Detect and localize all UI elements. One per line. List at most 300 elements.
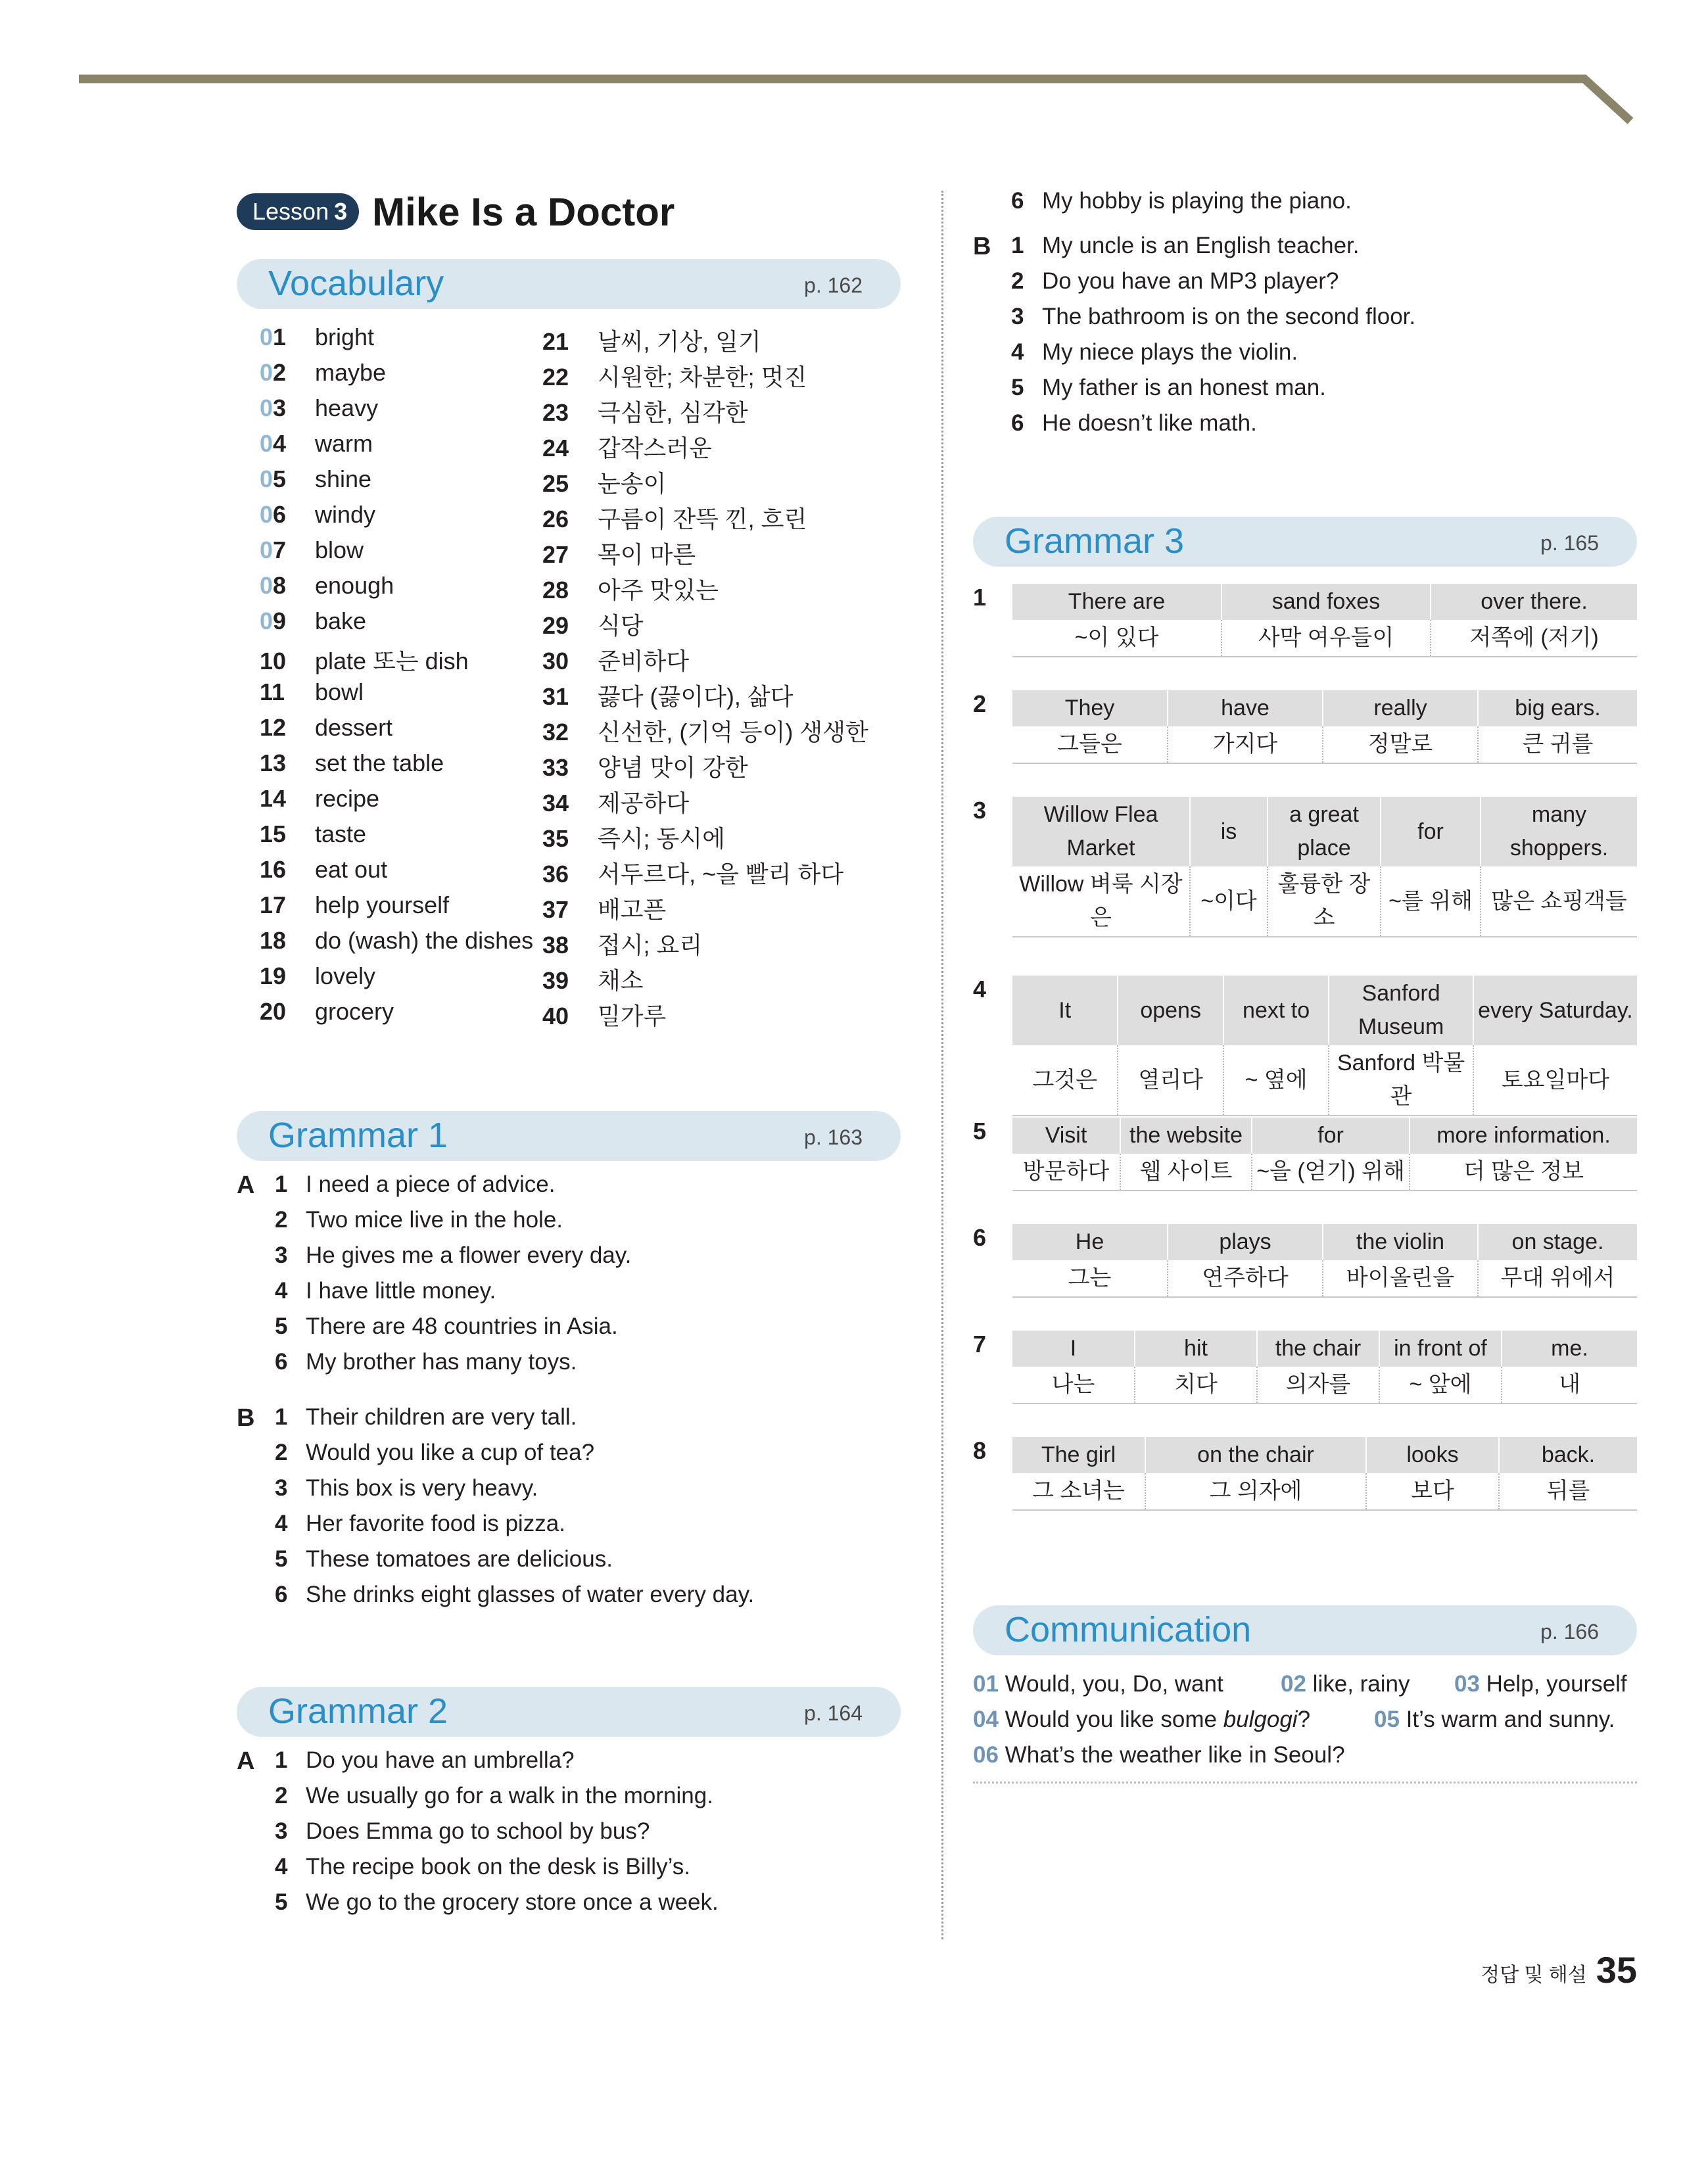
lesson-badge-number: 3 bbox=[334, 198, 348, 225]
grammar3-korean-cell: ~ 앞에 bbox=[1379, 1367, 1502, 1404]
answer-number: 3 bbox=[1011, 304, 1024, 329]
grammar3-korean-cell: 큰 귀를 bbox=[1478, 726, 1637, 763]
grammar3-english-cell: I bbox=[1012, 1331, 1135, 1367]
vocab-row bbox=[542, 643, 689, 678]
vocab-word: 제공하다 bbox=[598, 790, 690, 816]
answer-row bbox=[237, 1349, 901, 1384]
vocab-word: plate 또는 dish bbox=[315, 648, 469, 674]
vocab-row bbox=[260, 501, 375, 536]
answer-text: Would you like a cup of tea? bbox=[306, 1440, 595, 1465]
answer-row bbox=[237, 1207, 901, 1242]
vocab-row bbox=[260, 891, 449, 927]
grammar3-korean-cell: 웹 사이트 bbox=[1120, 1154, 1252, 1191]
answer-group-letter: A bbox=[237, 1747, 255, 1775]
vocab-number-zero: 0 bbox=[260, 323, 273, 350]
answer-text: My niece plays the violin. bbox=[1042, 339, 1298, 365]
footer-label: 정답 및 해설 bbox=[1481, 1964, 1587, 1986]
vocab-row bbox=[542, 820, 725, 856]
vocab-number bbox=[260, 714, 315, 742]
grammar3-korean-cell: 치다 bbox=[1135, 1367, 1257, 1404]
grammar3-korean-cell: 정말로 bbox=[1323, 726, 1478, 763]
grammar3-table bbox=[1012, 1437, 1637, 1511]
vocab-number-digit: 10 bbox=[260, 648, 287, 674]
grammar3-english-cell: me. bbox=[1502, 1331, 1637, 1367]
grammar3-korean-row bbox=[1012, 1260, 1637, 1297]
header-rule bbox=[0, 0, 1708, 145]
answer-text: My hobby is playing the piano. bbox=[1042, 188, 1352, 214]
grammar3-korean-cell: 그 의자에 bbox=[1145, 1473, 1366, 1510]
vocab-number-zero: 0 bbox=[260, 536, 273, 563]
vocab-number: 40 bbox=[542, 1003, 569, 1029]
vocab-number bbox=[260, 572, 315, 600]
grammar3-table bbox=[1012, 976, 1637, 1116]
vocab-number bbox=[260, 501, 315, 529]
answer-number: 3 bbox=[275, 1475, 288, 1501]
grammar3-english-cell: plays bbox=[1168, 1224, 1323, 1260]
vocab-number-zero: 0 bbox=[260, 394, 273, 421]
section-page-ref: p. 163 bbox=[804, 1125, 863, 1149]
vocab-number-digit: 11 bbox=[260, 678, 285, 705]
vocab-word: grocery bbox=[315, 998, 394, 1025]
grammar3-english-cell: the website bbox=[1120, 1118, 1252, 1154]
answer-text: The recipe book on the desk is Billy’s. bbox=[306, 1854, 690, 1879]
grammar3-korean-cell: 사막 여우들이 bbox=[1222, 620, 1431, 657]
grammar3-english-cell: the violin bbox=[1323, 1224, 1478, 1260]
vocab-row bbox=[260, 927, 533, 962]
answer-row bbox=[237, 1818, 901, 1854]
vocab-row bbox=[260, 749, 444, 785]
answer-text: This box is very heavy. bbox=[306, 1475, 538, 1501]
vocab-number bbox=[260, 998, 315, 1026]
vocab-number bbox=[260, 323, 315, 351]
grammar3-english-cell: next to bbox=[1223, 976, 1329, 1045]
grammar3-english-cell: have bbox=[1168, 690, 1323, 726]
answer-text: He doesn’t like math. bbox=[1042, 410, 1257, 436]
vocab-word: warm bbox=[315, 430, 373, 457]
answer-text: He gives me a flower every day. bbox=[306, 1242, 632, 1268]
vocab-row bbox=[260, 820, 366, 856]
answer-number: 1 bbox=[275, 1404, 288, 1430]
vocab-row bbox=[260, 962, 375, 998]
grammar3-korean-cell: 무대 위에서 bbox=[1478, 1260, 1637, 1297]
comm-answer-03: 03 Help, yourself bbox=[1454, 1671, 1627, 1697]
vocab-word: eat out bbox=[315, 856, 388, 883]
vocab-number: 21 bbox=[542, 328, 569, 355]
vocab-number bbox=[260, 430, 315, 458]
grammar3-english-cell: It bbox=[1012, 976, 1118, 1045]
vocab-word: recipe bbox=[315, 785, 380, 812]
vocab-number: 24 bbox=[542, 435, 569, 461]
vocab-word: 구름이 잔뜩 낀, 흐린 bbox=[598, 506, 807, 532]
grammar3-korean-cell: 나는 bbox=[1012, 1367, 1135, 1404]
answer-number: 3 bbox=[275, 1242, 288, 1268]
comm-divider bbox=[973, 1782, 1637, 1784]
vocab-row bbox=[260, 572, 394, 607]
vocab-row bbox=[260, 359, 386, 394]
answer-number: 6 bbox=[275, 1582, 288, 1607]
answer-text: Her favorite food is pizza. bbox=[306, 1511, 565, 1536]
grammar3-english-cell: on stage. bbox=[1478, 1224, 1637, 1260]
answer-row bbox=[973, 339, 1637, 375]
grammar3-table bbox=[1012, 797, 1637, 937]
vocab-row bbox=[542, 678, 793, 714]
grammar3-english-row bbox=[1012, 1437, 1637, 1473]
grammar3-question-number: 7 bbox=[973, 1331, 987, 1358]
vocab-row bbox=[260, 430, 373, 465]
vocab-number-digit: 15 bbox=[260, 820, 287, 847]
answer-row bbox=[237, 1747, 901, 1783]
vocab-word: shine bbox=[315, 465, 372, 492]
vocab-word: 접시; 요리 bbox=[598, 932, 703, 958]
vocab-number-digit: 6 bbox=[273, 501, 287, 528]
section-header-grammar1 bbox=[237, 1111, 901, 1161]
grammar3-korean-cell: 저쪽에 (저기) bbox=[1431, 620, 1637, 657]
grammar3-korean-cell: 뒤를 bbox=[1499, 1473, 1637, 1510]
vocab-word: dessert bbox=[315, 714, 393, 741]
grammar3-table bbox=[1012, 1118, 1637, 1191]
answer-number: 6 bbox=[1011, 410, 1024, 436]
grammar3-english-row bbox=[1012, 1331, 1637, 1367]
answer-text: These tomatoes are delicious. bbox=[306, 1546, 613, 1572]
vocab-row bbox=[260, 998, 394, 1033]
vocab-number bbox=[260, 785, 315, 813]
grammar3-english-cell: for bbox=[1252, 1118, 1410, 1154]
vocab-number bbox=[260, 891, 315, 919]
grammar3-question-number: 8 bbox=[973, 1437, 987, 1464]
answer-number: 4 bbox=[275, 1511, 288, 1536]
vocab-row bbox=[542, 998, 666, 1033]
vocab-row bbox=[542, 572, 719, 607]
answer-row bbox=[237, 1242, 901, 1278]
grammar3-english-row bbox=[1012, 1118, 1637, 1154]
vocab-word: 눈송이 bbox=[598, 470, 667, 497]
answer-text: She drinks eight glasses of water every day. bbox=[306, 1582, 755, 1607]
vocab-number-digit: 5 bbox=[273, 465, 287, 492]
vocab-row bbox=[260, 856, 387, 891]
grammar3-english-row bbox=[1012, 1224, 1637, 1260]
section-page-ref: p. 165 bbox=[1540, 531, 1599, 555]
answer-group-letter: B bbox=[237, 1404, 255, 1432]
vocab-row bbox=[542, 749, 748, 785]
vocab-number: 28 bbox=[542, 577, 569, 603]
vocab-number bbox=[260, 856, 315, 884]
grammar3-english-row bbox=[1012, 976, 1637, 1045]
vocab-number-digit: 8 bbox=[273, 572, 287, 599]
answer-number: 5 bbox=[275, 1889, 288, 1915]
grammar3-english-cell: over there. bbox=[1431, 584, 1637, 620]
grammar3-korean-cell: 그들은 bbox=[1012, 726, 1168, 763]
answer-row bbox=[237, 1440, 901, 1475]
vocab-word: blow bbox=[315, 536, 364, 563]
grammar3-table bbox=[1012, 690, 1637, 764]
vocab-number-zero: 0 bbox=[260, 359, 273, 386]
answer-row bbox=[237, 1278, 901, 1313]
grammar3-korean-cell: ~을 (얻기) 위해 bbox=[1252, 1154, 1410, 1191]
grammar3-english-cell: sand foxes bbox=[1222, 584, 1431, 620]
grammar3-korean-cell: ~이 있다 bbox=[1012, 620, 1222, 657]
vocab-number bbox=[260, 607, 315, 635]
grammar3-english-cell: really bbox=[1323, 690, 1478, 726]
section-header-vocabulary bbox=[237, 259, 901, 309]
vocab-number: 35 bbox=[542, 825, 569, 852]
answer-text: The bathroom is on the second floor. bbox=[1042, 304, 1416, 329]
vocab-number: 38 bbox=[542, 932, 569, 958]
grammar3-korean-row bbox=[1012, 726, 1637, 763]
grammar3-korean-cell: 보다 bbox=[1366, 1473, 1499, 1510]
section-header-grammar2 bbox=[237, 1687, 901, 1737]
answer-text: My brother has many toys. bbox=[306, 1349, 577, 1375]
vocab-word: 시원한; 차분한; 멋진 bbox=[598, 364, 807, 390]
vocab-word: lovely bbox=[315, 962, 376, 989]
vocab-number bbox=[260, 536, 315, 564]
answer-number: 1 bbox=[1011, 233, 1024, 258]
grammar3-korean-cell: 열리다 bbox=[1118, 1045, 1223, 1116]
grammar3-english-cell: on the chair bbox=[1145, 1437, 1366, 1473]
vocab-number-digit: 18 bbox=[260, 927, 287, 954]
grammar3-korean-cell: ~ 옆에 bbox=[1223, 1045, 1329, 1116]
answer-text: I have little money. bbox=[306, 1278, 496, 1304]
vocab-number: 31 bbox=[542, 683, 569, 710]
grammar3-english-cell: The girl bbox=[1012, 1437, 1145, 1473]
vocab-number-digit: 3 bbox=[273, 394, 287, 421]
grammar3-korean-cell: 바이올린을 bbox=[1323, 1260, 1478, 1297]
grammar3-question-number: 6 bbox=[973, 1224, 987, 1251]
answer-number: 4 bbox=[275, 1854, 288, 1879]
vocab-row bbox=[260, 785, 379, 820]
grammar3-korean-cell: 방문하다 bbox=[1012, 1154, 1120, 1191]
grammar3-korean-cell: 연주하다 bbox=[1168, 1260, 1323, 1297]
vocab-row bbox=[260, 678, 364, 714]
answer-row bbox=[973, 233, 1637, 268]
grammar3-question-number: 3 bbox=[973, 797, 987, 824]
vocab-row bbox=[542, 536, 696, 572]
grammar3-english-cell: They bbox=[1012, 690, 1168, 726]
vocab-word: heavy bbox=[315, 394, 379, 421]
vocab-number: 25 bbox=[542, 470, 569, 497]
grammar3-korean-cell: 더 많은 정보 bbox=[1410, 1154, 1637, 1191]
vocab-word: set the table bbox=[315, 749, 444, 776]
vocab-number-digit: 17 bbox=[260, 891, 287, 918]
answer-number: 6 bbox=[275, 1349, 288, 1375]
vocab-number-zero: 0 bbox=[260, 572, 273, 599]
section-title: Grammar 2 bbox=[268, 1691, 448, 1731]
vocab-word: 즉시; 동시에 bbox=[598, 825, 725, 852]
lesson-header bbox=[237, 185, 675, 238]
vocab-row bbox=[542, 323, 761, 359]
vocab-row bbox=[542, 927, 702, 962]
grammar3-korean-cell: 그 소녀는 bbox=[1012, 1473, 1145, 1510]
grammar3-english-row bbox=[1012, 690, 1637, 726]
vocab-row bbox=[260, 465, 371, 501]
vocab-row bbox=[260, 536, 364, 572]
vocab-number-digit: 2 bbox=[273, 359, 287, 386]
vocab-number-digit: 13 bbox=[260, 749, 287, 776]
answer-row bbox=[973, 188, 1637, 224]
answer-row bbox=[237, 1582, 901, 1617]
vocab-number: 22 bbox=[542, 364, 569, 390]
grammar3-korean-row bbox=[1012, 1367, 1637, 1404]
answer-number: 5 bbox=[1011, 375, 1024, 400]
vocab-row bbox=[542, 465, 666, 501]
vocab-word: 배고픈 bbox=[598, 896, 667, 923]
section-page-ref: p. 164 bbox=[804, 1701, 863, 1725]
lesson-title: Mike Is a Doctor bbox=[372, 189, 675, 234]
grammar3-english-cell: There are bbox=[1012, 584, 1222, 620]
grammar3-english-cell: Sanford Museum bbox=[1329, 976, 1473, 1045]
grammar3-korean-row bbox=[1012, 866, 1637, 937]
grammar3-table bbox=[1012, 1331, 1637, 1404]
answer-number: 2 bbox=[275, 1207, 288, 1233]
vocab-number bbox=[260, 648, 315, 675]
vocab-number: 39 bbox=[542, 967, 569, 994]
page-number: 35 bbox=[1596, 1949, 1637, 1991]
comm-answer-01: 01 Would, you, Do, want bbox=[973, 1671, 1223, 1697]
grammar3-korean-row bbox=[1012, 1473, 1637, 1510]
grammar3-english-cell: more information. bbox=[1410, 1118, 1637, 1154]
answer-text: We usually go for a walk in the morning. bbox=[306, 1783, 713, 1808]
answer-row bbox=[973, 410, 1637, 446]
grammar3-korean-cell: Willow 벼룩 시장은 bbox=[1012, 866, 1190, 937]
vocab-word: 서두르다, ~을 빨리 하다 bbox=[598, 861, 844, 887]
answer-text: My uncle is an English teacher. bbox=[1042, 233, 1360, 258]
vocab-row bbox=[542, 962, 644, 998]
vocab-row bbox=[542, 891, 666, 927]
vocab-number: 26 bbox=[542, 506, 569, 532]
section-title: Vocabulary bbox=[268, 264, 444, 303]
grammar3-korean-cell: 그것은 bbox=[1012, 1045, 1118, 1116]
vocab-word: do (wash) the dishes bbox=[315, 927, 534, 954]
section-title: Grammar 1 bbox=[268, 1116, 448, 1155]
vocab-number-digit: 16 bbox=[260, 856, 287, 883]
vocab-number: 27 bbox=[542, 541, 569, 568]
comm-answer-06: 06 What’s the weather like in Seoul? bbox=[973, 1742, 1345, 1768]
answer-row bbox=[237, 1889, 901, 1925]
vocab-number: 29 bbox=[542, 612, 569, 639]
vocab-number: 30 bbox=[542, 648, 569, 674]
vocab-word: 준비하다 bbox=[598, 648, 690, 674]
grammar3-english-row bbox=[1012, 797, 1637, 866]
vocab-word: 밀가루 bbox=[598, 1003, 667, 1029]
grammar3-english-cell: looks bbox=[1366, 1437, 1499, 1473]
grammar3-english-row bbox=[1012, 584, 1637, 620]
answer-row bbox=[973, 304, 1637, 339]
grammar3-english-cell: hit bbox=[1135, 1331, 1257, 1367]
vocab-row bbox=[542, 430, 712, 465]
answer-number: 2 bbox=[1011, 268, 1024, 294]
vocab-row bbox=[542, 607, 644, 643]
grammar3-english-cell: in front of bbox=[1379, 1331, 1502, 1367]
answer-number: 4 bbox=[275, 1278, 288, 1304]
vocab-row bbox=[260, 643, 469, 678]
grammar3-question-number: 5 bbox=[973, 1118, 987, 1145]
vocab-number-digit: 4 bbox=[273, 430, 287, 457]
section-title: Grammar 3 bbox=[1005, 521, 1185, 561]
column-divider bbox=[941, 191, 943, 1939]
grammar3-korean-row bbox=[1012, 1045, 1637, 1116]
vocab-row bbox=[542, 359, 807, 394]
answer-row bbox=[237, 1171, 901, 1207]
vocab-word: 식당 bbox=[598, 612, 644, 639]
vocab-word: 목이 마른 bbox=[598, 541, 696, 568]
answer-number: 5 bbox=[275, 1313, 288, 1339]
section-header-grammar3 bbox=[973, 517, 1637, 567]
vocab-row bbox=[260, 323, 374, 359]
answer-text: Two mice live in the hole. bbox=[306, 1207, 563, 1233]
grammar3-english-cell: Willow Flea Market bbox=[1012, 797, 1190, 866]
answer-text: Do you have an MP3 player? bbox=[1042, 268, 1339, 294]
grammar3-question-number: 2 bbox=[973, 690, 987, 717]
grammar3-english-cell: for bbox=[1381, 797, 1481, 866]
grammar3-question-number: 1 bbox=[973, 584, 987, 611]
vocab-word: 날씨, 기상, 일기 bbox=[598, 328, 761, 355]
vocab-number: 33 bbox=[542, 754, 569, 781]
vocab-number-zero: 0 bbox=[260, 430, 273, 457]
answer-text: Their children are very tall. bbox=[306, 1404, 577, 1430]
grammar3-korean-cell: Sanford 박물관 bbox=[1329, 1045, 1473, 1116]
vocab-row bbox=[260, 607, 366, 643]
vocab-word: windy bbox=[315, 501, 376, 528]
vocab-number-digit: 19 bbox=[260, 962, 287, 989]
grammar3-korean-cell: 내 bbox=[1502, 1367, 1637, 1404]
comm-answer-04: 04 Would you like some bulgogi? bbox=[973, 1707, 1311, 1732]
vocab-word: 아주 맛있는 bbox=[598, 577, 719, 603]
vocab-word: 채소 bbox=[598, 967, 644, 994]
vocab-word: help yourself bbox=[315, 891, 450, 918]
grammar3-table bbox=[1012, 584, 1637, 657]
vocab-word: 끓다 (끓이다), 삶다 bbox=[598, 683, 794, 710]
answer-text: We go to the grocery store once a week. bbox=[306, 1889, 719, 1915]
answer-row bbox=[237, 1783, 901, 1818]
vocab-number-zero: 0 bbox=[260, 501, 273, 528]
vocab-word: enough bbox=[315, 572, 394, 599]
vocab-number: 37 bbox=[542, 896, 569, 923]
answer-row bbox=[237, 1475, 901, 1511]
vocab-number-digit: 14 bbox=[260, 785, 287, 812]
grammar3-korean-cell: 토요일마다 bbox=[1473, 1045, 1637, 1116]
grammar3-korean-cell: 가지다 bbox=[1168, 726, 1323, 763]
vocab-number bbox=[260, 927, 315, 955]
vocab-number: 23 bbox=[542, 399, 569, 426]
comm-answer-05: 05 It’s warm and sunny. bbox=[1374, 1707, 1615, 1732]
answer-number: 2 bbox=[275, 1440, 288, 1465]
grammar3-english-cell: many shoppers. bbox=[1481, 797, 1637, 866]
vocab-number-zero: 0 bbox=[260, 465, 273, 492]
grammar3-english-cell: big ears. bbox=[1478, 690, 1637, 726]
grammar3-korean-row bbox=[1012, 620, 1637, 657]
page-footer bbox=[1481, 1949, 1637, 1991]
vocab-number-digit: 7 bbox=[273, 536, 287, 563]
answer-text: My father is an honest man. bbox=[1042, 375, 1326, 400]
answer-row bbox=[237, 1511, 901, 1546]
grammar3-english-cell: back. bbox=[1499, 1437, 1637, 1473]
section-title: Communication bbox=[1005, 1610, 1252, 1649]
section-header-communication bbox=[973, 1605, 1637, 1655]
vocab-number-zero: 0 bbox=[260, 607, 273, 634]
grammar3-korean-cell: 많은 쇼핑객들 bbox=[1481, 866, 1637, 937]
vocab-number bbox=[260, 820, 315, 848]
grammar3-question-number: 4 bbox=[973, 976, 987, 1003]
vocab-word: 양념 맛이 강한 bbox=[598, 754, 748, 781]
vocab-number bbox=[260, 465, 315, 493]
vocab-word: bowl bbox=[315, 678, 364, 705]
vocab-word: taste bbox=[315, 820, 367, 847]
vocab-number: 36 bbox=[542, 861, 569, 887]
vocab-number bbox=[260, 678, 315, 706]
comm-answer-02: 02 like, rainy bbox=[1281, 1671, 1410, 1697]
grammar3-korean-cell: 의자를 bbox=[1257, 1367, 1379, 1404]
grammar3-english-cell: He bbox=[1012, 1224, 1168, 1260]
vocab-word: 갑작스러운 bbox=[598, 435, 712, 461]
